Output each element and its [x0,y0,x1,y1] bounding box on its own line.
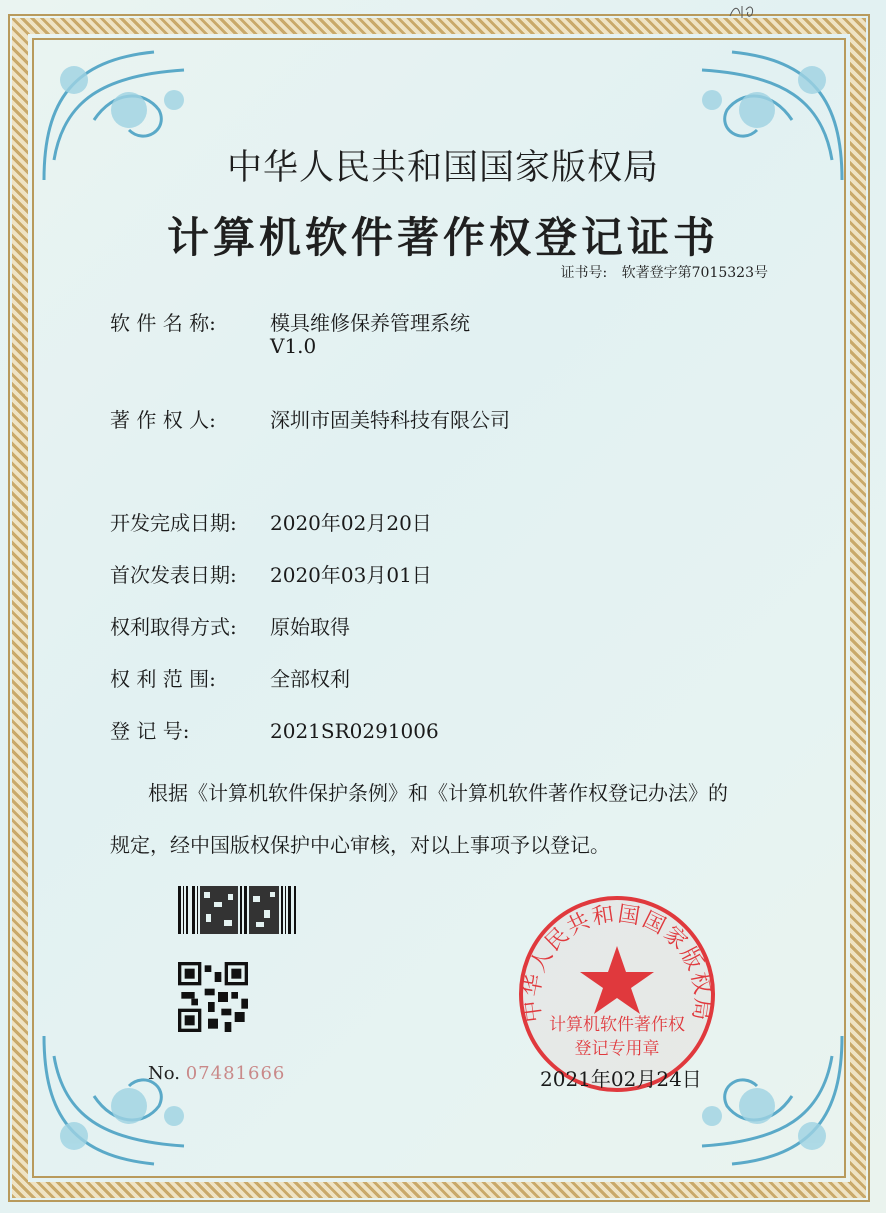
field-value: 深圳市固美特科技有限公司 [270,408,510,432]
field-label: 首次发表日期: [110,563,237,587]
field-rights-scope [110,663,350,692]
field-publication-date [110,559,432,588]
certificate-number-value: 软著登字第7015323号 [621,265,768,281]
field-label: 软 件 名 称: [110,311,216,335]
field-value: 2021SR0291006 [270,719,439,743]
seal-ring-text: 中华人民共和国国家版权局 [519,901,715,1024]
field-software-version [270,334,316,358]
qr-code [178,962,248,1032]
certificate-number [560,262,768,282]
handwritten-mark [728,2,758,20]
field-copyright-owner [110,404,510,433]
field-label: 登 记 号: [110,719,190,743]
seal-line-2: 登记专用章 [574,1039,660,1059]
field-acquisition-method [110,611,350,640]
field-label: 著 作 权 人: [110,408,216,432]
field-label: 权 利 范 围: [110,667,216,691]
statement-line-2: 规定，经中国版权保护中心审核，对以上事项予以登记。 [110,833,610,857]
field-label: 权利取得方式: [110,615,237,639]
field-label: 开发完成日期: [110,511,237,535]
serial-prefix: No. [148,1063,180,1084]
field-value: 2020年02月20日 [270,511,432,535]
field-value: V1.0 [270,334,317,358]
certificate-number-label: 证书号: [560,265,608,281]
field-value: 2020年03月01日 [270,563,432,587]
field-software-name [110,307,470,336]
certificate-title: 计算机软件著作权登记证书 [166,213,719,262]
barcode [178,886,298,934]
corner-ornament-bottom-left [34,1026,204,1176]
issuing-authority: 中华人民共和国国家版权局 [226,148,659,188]
statement-line-1: 根据《计算机软件保护条例》和《计算机软件著作权登记办法》的 [148,781,728,805]
field-registration-number [110,715,439,744]
field-value: 原始取得 [270,615,350,639]
issue-date: 2021年02月24日 [540,1067,702,1091]
field-value: 模具维修保养管理系统 [270,311,470,335]
field-value: 全部权利 [270,667,350,691]
serial-value: 07481666 [185,1063,286,1084]
seal-line-1: 计算机软件著作权 [549,1015,685,1035]
serial-number [148,1063,285,1084]
field-completion-date [110,507,432,536]
